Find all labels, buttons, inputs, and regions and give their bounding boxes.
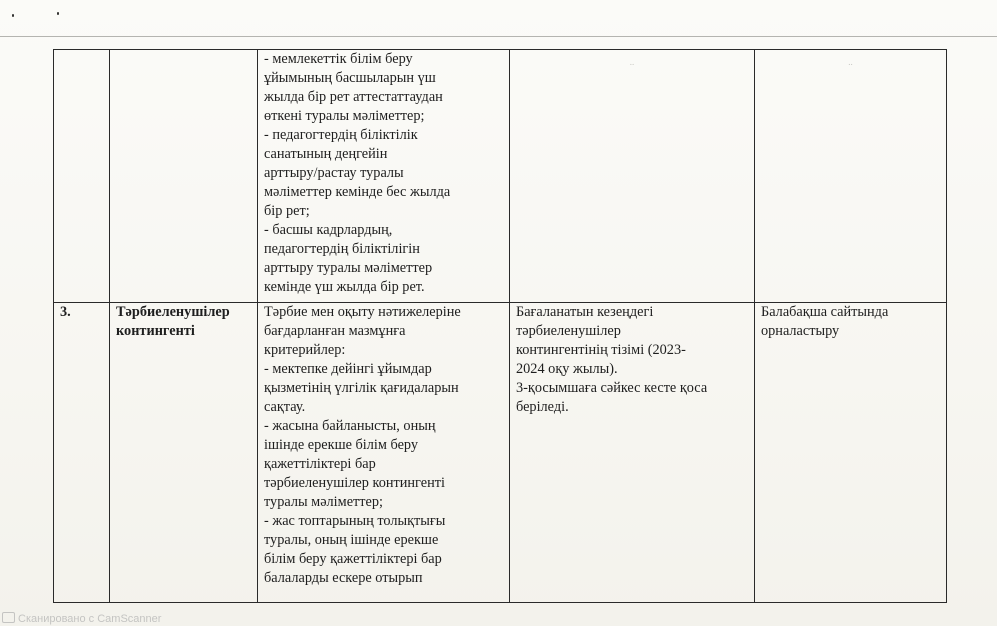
scan-artifact: .. — [848, 57, 853, 67]
criteria-line: санатының деңгейін — [264, 146, 388, 162]
criteria-line: - жас топтарының толықтығы — [264, 513, 446, 529]
criteria-line: сақтау. — [264, 399, 306, 415]
criteria-line: қызметінің үлгілік қағидаларын — [264, 380, 459, 396]
cell-document — [510, 50, 755, 303]
criteria-line: бір рет; — [264, 203, 310, 219]
placement-line: орналастыру — [761, 323, 840, 339]
criteria-line: критерийлер: — [264, 342, 346, 358]
indicator-name-line: контингенті — [116, 323, 195, 339]
document-line: тәрбиеленушілер — [516, 323, 621, 339]
document-line: контингентінің тізімі (2023- — [516, 342, 686, 358]
criteria-line: - мемлекеттік білім беру — [264, 51, 413, 67]
document-line: 3-қосымшаға сәйкес кесте қоса — [516, 380, 708, 396]
criteria-line: арттыру туралы мәліметтер — [264, 260, 433, 276]
scan-speck — [12, 14, 14, 17]
cell-criteria — [258, 303, 510, 603]
cell-placement — [755, 50, 947, 303]
criteria-line: бағдарланған мазмұнға — [264, 323, 406, 339]
document-line: 2024 оқу жылы). — [516, 361, 618, 377]
criteria-line: ішінде ерекше білім беру — [264, 437, 419, 453]
placement-line: Балабақша сайтында — [761, 304, 889, 320]
criteria-line: туралы мәліметтер; — [264, 494, 383, 510]
criteria-line: қажеттіліктері бар — [264, 456, 376, 472]
criteria-line: тәрбиеленушілер контингенті — [264, 475, 445, 491]
cell-number — [54, 303, 110, 603]
criteria-table — [53, 49, 947, 603]
camscanner-icon — [2, 612, 15, 623]
criteria-line: туралы, оның ішінде ерекше — [264, 532, 439, 548]
document-line: Бағаланатын кезеңдегі — [516, 304, 654, 320]
criteria-line: Тәрбие мен оқыту нәтижелеріне — [264, 304, 461, 320]
criteria-line: - педагогтердің біліктілік — [264, 127, 418, 143]
criteria-line: кемінде үш жылда бір рет. — [264, 279, 425, 295]
cell-criteria — [258, 50, 510, 303]
watermark-text: Сканировано с CamScanner — [18, 613, 162, 625]
row-number: 3. — [60, 304, 71, 320]
cell-name — [110, 50, 258, 303]
cell-document — [510, 303, 755, 603]
criteria-line: педагогтердің біліктілігін — [264, 241, 420, 257]
criteria-line: білім беру қажеттіліктері бар — [264, 551, 442, 567]
scan-speck — [57, 12, 59, 15]
page-top-rule — [0, 36, 997, 37]
criteria-line: - мектепке дейінгі ұйымдар — [264, 361, 432, 377]
criteria-line: мәліметтер кемінде бес жылда — [264, 184, 451, 200]
criteria-line: арттыру/растау туралы — [264, 165, 404, 181]
indicator-name-line: Тәрбиеленушілер — [116, 304, 230, 320]
criteria-line: балаларды ескере отырып — [264, 570, 423, 586]
cell-number — [54, 50, 110, 303]
criteria-line: - басшы кадрлардың, — [264, 222, 393, 238]
document-line: беріледі. — [516, 399, 569, 415]
cell-placement — [755, 303, 947, 603]
criteria-line: өткені туралы мәліметтер; — [264, 108, 425, 124]
criteria-line: - жасына байланысты, оның — [264, 418, 436, 434]
criteria-line: жылда бір рет аттестаттаудан — [264, 89, 443, 105]
criteria-line: ұйымының басшыларын үш — [264, 70, 436, 86]
table-row — [54, 303, 947, 603]
scan-artifact: .. — [629, 57, 635, 67]
camscanner-watermark — [2, 612, 161, 625]
table-row — [54, 50, 947, 303]
cell-name — [110, 303, 258, 603]
